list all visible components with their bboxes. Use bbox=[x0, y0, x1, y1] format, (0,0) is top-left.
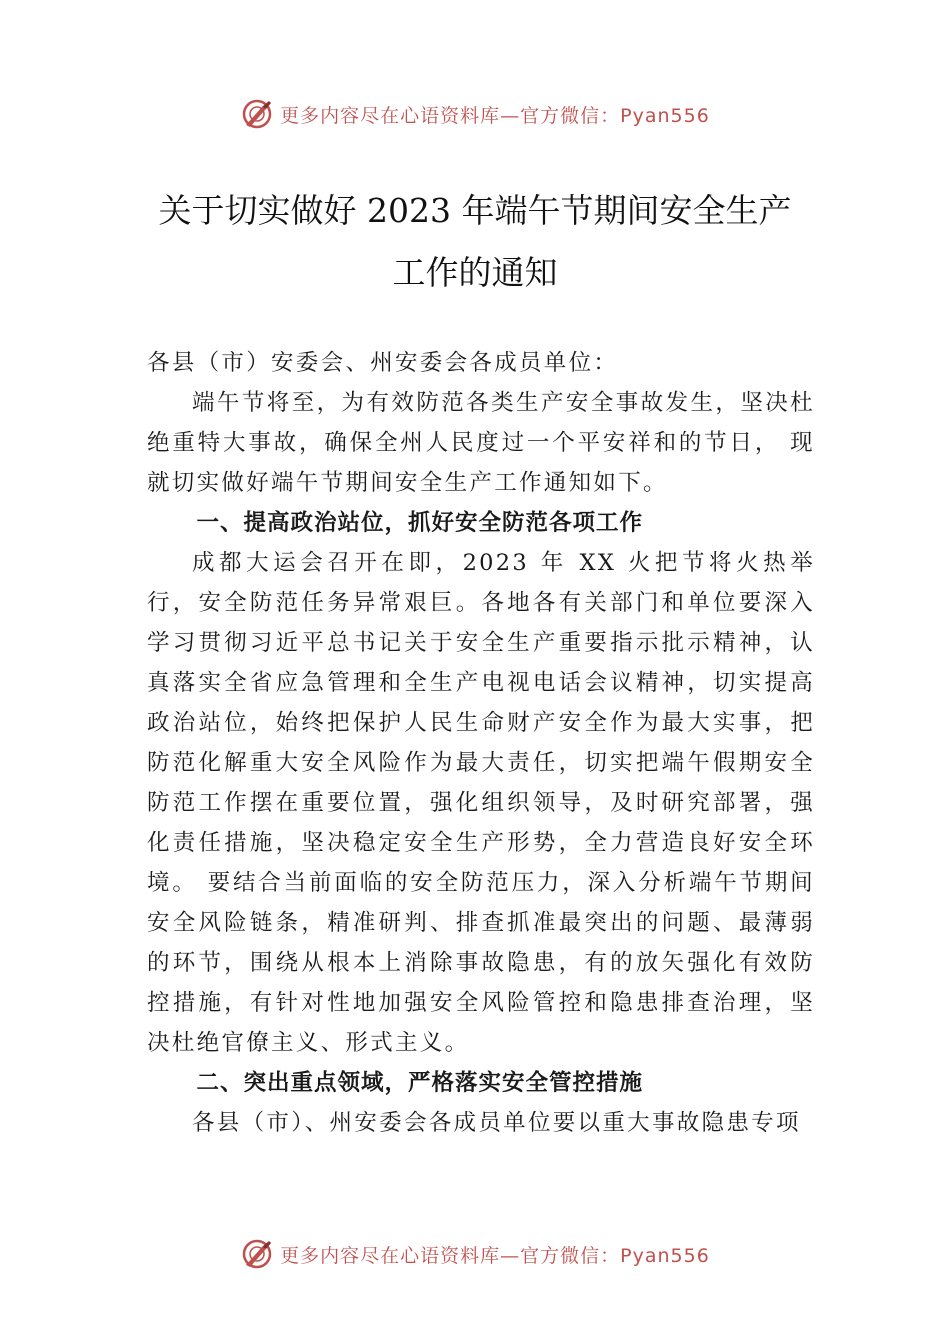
watermark-main-text: 更多内容尽在心语资料库— bbox=[280, 104, 521, 127]
salutation: 各县（市）安委会、州安委会各成员单位： bbox=[147, 350, 619, 376]
section-2-paragraph: 各县（市）、州安委会各成员单位要以重大事故隐患专项 bbox=[192, 1110, 801, 1136]
document-title-line-2: 工作的通知 bbox=[392, 253, 558, 292]
watermark-main-text: 更多内容尽在心语资料库— bbox=[280, 1244, 521, 1267]
document-body bbox=[147, 343, 815, 1143]
intro-paragraph: 端午节将至，为有效防范各类生产安全事故发生，坚决杜绝重特大事故，确保全州人民度过一个平安祥和的节日， 现就切实做好端午节期间安全生产工作通知如下。 bbox=[147, 390, 815, 496]
watermark-header bbox=[0, 96, 950, 132]
pen-logo-icon bbox=[240, 97, 274, 131]
watermark-footer bbox=[0, 1236, 950, 1272]
section-2-heading: 二、突出重点领域，严格落实安全管控措施 bbox=[196, 1070, 644, 1096]
pen-logo-icon bbox=[240, 1237, 274, 1271]
document-title-line-1: 关于切实做好 2023 年端午节期间安全生产 bbox=[158, 191, 792, 230]
watermark-sub-text: 官方微信：Pyan556 bbox=[520, 104, 710, 127]
section-1-paragraph: 成都大运会召开在即，2023 年 XX 火把节将火热举行，安全防范任务异常艰巨。各地各有关部门和单位要深入学习贯彻习近平总书记关于安全生产重要指示批示精神，认真落实全省应急管理和全生产电视电话会议精神，切实提高政治站位，始终把保护人民生命财产安全作为最大实事，把防范化解重大安全风险作为最大责任，切实把端午假期安全防范工作摆在重要位置，强化组织领导，及时研究部署，强化责任措施，坚决稳定安全生产形势，全力营造良好安全环境。 要结合当前面临的安全防范压力，深入分析端午节期间安全风险链条，精准研判、排查抓准最突出的问题、最薄弱的环节，围绕从根本上消除事故隐患，有的放矢强化有效防控措施，有针对性地加强安全风险管控和隐患排查治理，坚决杜绝官僚主义、形式主义。 bbox=[147, 550, 815, 1056]
watermark-sub-text: 官方微信：Pyan556 bbox=[520, 1244, 710, 1267]
section-1-heading: 一、提高政治站位，抓好安全防范各项工作 bbox=[196, 510, 644, 536]
